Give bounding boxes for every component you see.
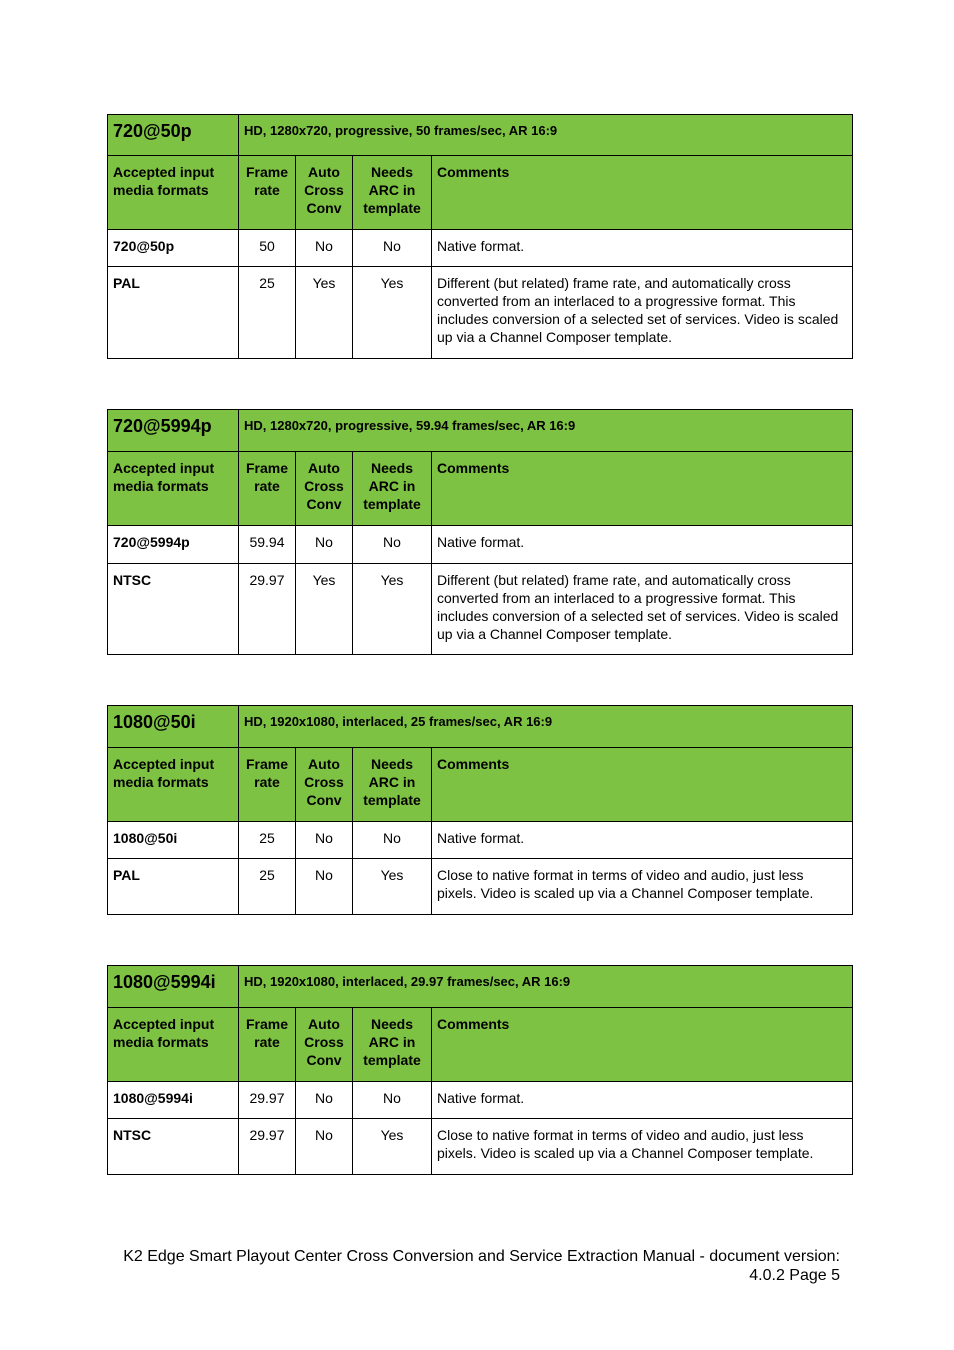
header-needs-arc: Needs ARC in template [353, 452, 432, 526]
format-table-720-50p [107, 114, 853, 359]
row-needs-arc: No [353, 526, 432, 564]
table-row [108, 564, 853, 655]
footer-line-2: 4.0.2 Page 5 [749, 1267, 840, 1284]
row-format: PAL [108, 267, 239, 359]
row-format: 720@5994p [108, 526, 239, 564]
header-auto-cross-conv: Auto Cross Conv [296, 1008, 353, 1082]
header-accepted-formats: Accepted input media formats [108, 1008, 239, 1082]
header-frame-rate: Frame rate [239, 1008, 296, 1082]
row-needs-arc: No [353, 230, 432, 267]
row-comments: Different (but related) frame rate, and automatically cross converted from an interlaced to a progressive format. This includes conversion of a selected set of services. Video is scaled up via a Channel Composer template. [432, 267, 853, 359]
table-row [108, 230, 853, 267]
format-code: 1080@5994i [108, 966, 239, 1008]
page-footer [80, 1247, 840, 1285]
header-auto-cross-conv: Auto Cross Conv [296, 452, 353, 526]
header-auto-cross-conv: Auto Cross Conv [296, 748, 353, 822]
header-accepted-formats: Accepted input media formats [108, 452, 239, 526]
row-auto-cross-conv: No [296, 526, 353, 564]
row-auto-cross-conv: No [296, 859, 353, 915]
row-comments: Native format. [432, 230, 853, 267]
format-table-1080-5994i [107, 965, 853, 1175]
header-accepted-formats: Accepted input media formats [108, 748, 239, 822]
row-frame-rate: 25 [239, 822, 296, 859]
row-format: NTSC [108, 1119, 239, 1175]
row-comments: Different (but related) frame rate, and automatically cross converted from an interlaced to a progressive format. This includes conversion of a selected set of services. Video is scaled up via a Channel Composer template. [432, 564, 853, 655]
row-format: 720@50p [108, 230, 239, 267]
row-needs-arc: Yes [353, 564, 432, 655]
row-needs-arc: Yes [353, 859, 432, 915]
header-accepted-formats: Accepted input media formats [108, 156, 239, 230]
header-needs-arc: Needs ARC in template [353, 156, 432, 230]
row-auto-cross-conv: No [296, 822, 353, 859]
row-frame-rate: 25 [239, 859, 296, 915]
header-needs-arc: Needs ARC in template [353, 748, 432, 822]
format-code: 720@5994p [108, 410, 239, 452]
header-comments: Comments [432, 452, 853, 526]
format-description: HD, 1280x720, progressive, 59.94 frames/sec, AR 16:9 [239, 410, 853, 452]
table-row [108, 526, 853, 564]
row-auto-cross-conv: No [296, 1119, 353, 1175]
header-frame-rate: Frame rate [239, 452, 296, 526]
row-needs-arc: Yes [353, 267, 432, 359]
row-comments: Native format. [432, 822, 853, 859]
table-row [108, 1119, 853, 1175]
header-frame-rate: Frame rate [239, 156, 296, 230]
row-format: 1080@5994i [108, 1082, 239, 1119]
row-frame-rate: 25 [239, 267, 296, 359]
row-frame-rate: 29.97 [239, 1119, 296, 1175]
table-row [108, 822, 853, 859]
format-table-1080-50i [107, 705, 853, 915]
format-code: 720@50p [108, 115, 239, 156]
header-comments: Comments [432, 748, 853, 822]
row-auto-cross-conv: Yes [296, 267, 353, 359]
row-format: PAL [108, 859, 239, 915]
row-comments: Close to native format in terms of video and audio, just less pixels. Video is scaled up via a Channel Composer template. [432, 859, 853, 915]
row-needs-arc: No [353, 822, 432, 859]
header-comments: Comments [432, 1008, 853, 1082]
header-auto-cross-conv: Auto Cross Conv [296, 156, 353, 230]
row-auto-cross-conv: Yes [296, 564, 353, 655]
format-description: HD, 1920x1080, interlaced, 29.97 frames/sec, AR 16:9 [239, 966, 853, 1008]
row-needs-arc: Yes [353, 1119, 432, 1175]
row-needs-arc: No [353, 1082, 432, 1119]
format-table-720-5994p [107, 409, 853, 655]
row-comments: Close to native format in terms of video and audio, just less pixels. Video is scaled up via a Channel Composer template. [432, 1119, 853, 1175]
format-description: HD, 1280x720, progressive, 50 frames/sec, AR 16:9 [239, 115, 853, 156]
table-row [108, 1082, 853, 1119]
table-row [108, 267, 853, 359]
row-frame-rate: 29.97 [239, 1082, 296, 1119]
format-code: 1080@50i [108, 706, 239, 748]
header-needs-arc: Needs ARC in template [353, 1008, 432, 1082]
row-frame-rate: 29.97 [239, 564, 296, 655]
row-comments: Native format. [432, 1082, 853, 1119]
row-format: NTSC [108, 564, 239, 655]
row-auto-cross-conv: No [296, 230, 353, 267]
footer-line-1: K2 Edge Smart Playout Center Cross Conversion and Service Extraction Manual - document version: [123, 1248, 840, 1265]
row-comments: Native format. [432, 526, 853, 564]
row-auto-cross-conv: No [296, 1082, 353, 1119]
row-format: 1080@50i [108, 822, 239, 859]
header-frame-rate: Frame rate [239, 748, 296, 822]
row-frame-rate: 50 [239, 230, 296, 267]
format-description: HD, 1920x1080, interlaced, 25 frames/sec, AR 16:9 [239, 706, 853, 748]
header-comments: Comments [432, 156, 853, 230]
table-row [108, 859, 853, 915]
row-frame-rate: 59.94 [239, 526, 296, 564]
